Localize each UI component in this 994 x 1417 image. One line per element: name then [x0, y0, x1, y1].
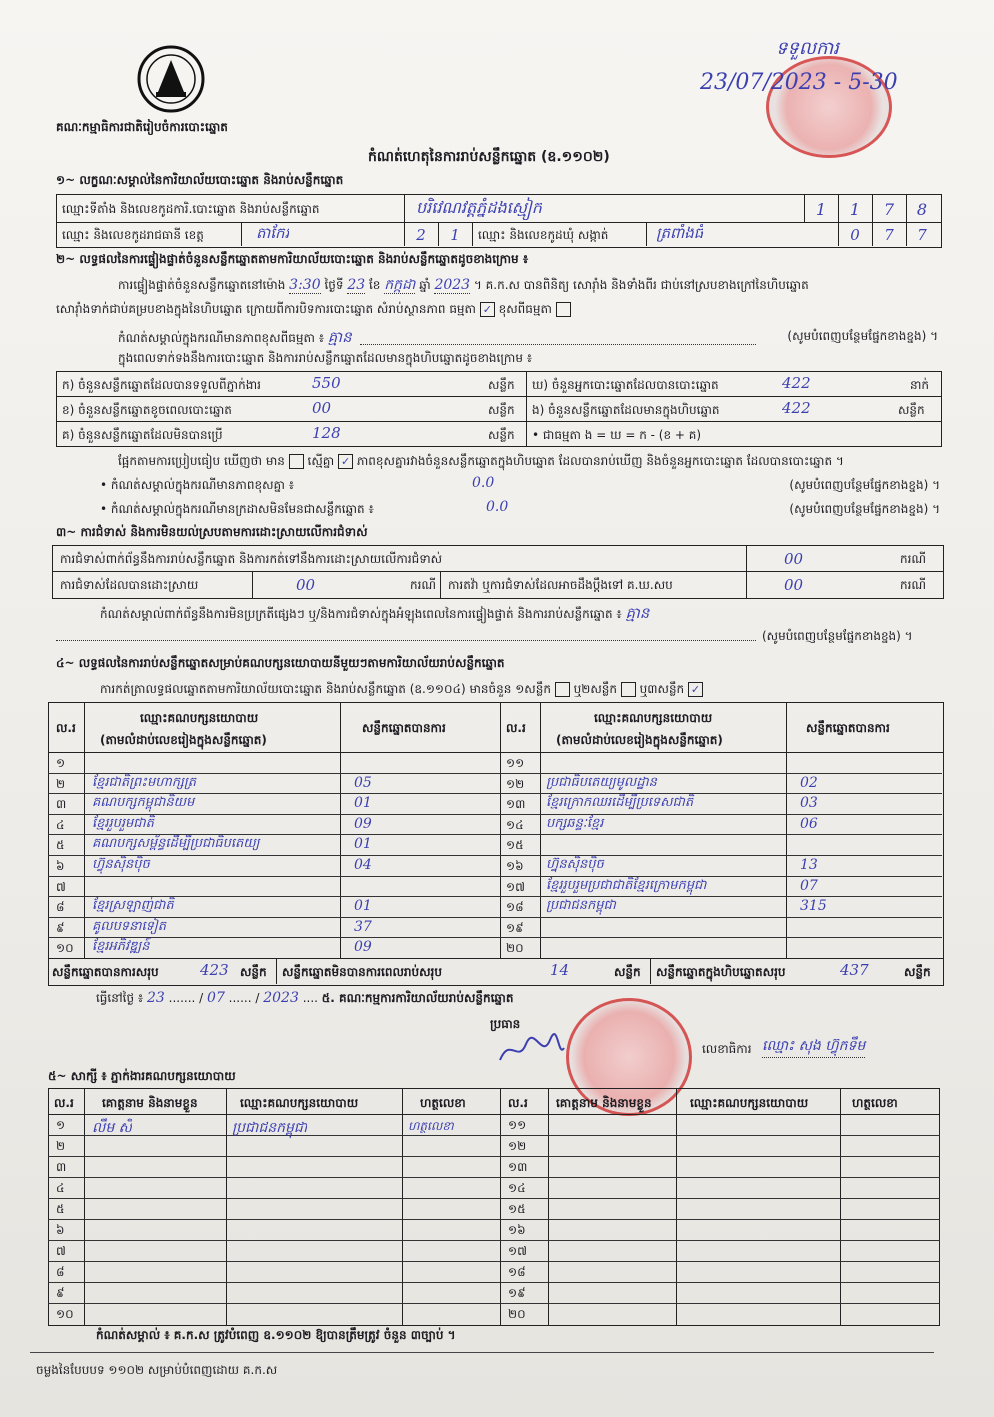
date-month: 07	[207, 990, 225, 1006]
commune-code-2: 7	[884, 226, 894, 244]
result-row-party: គណបក្សសម្ព័ន្ធដើម្បីប្រជាធិបតេយ្យ	[92, 836, 260, 852]
one-sheet-checkbox[interactable]	[555, 682, 570, 697]
section-5-title: ៥~ សាក្សី ៖ ភ្នាក់ងារគណបក្សនយោបាយ	[48, 1069, 236, 1083]
ko-label: គ) ចំនួនសន្លឹកឆ្នោតដែលមិនបានប្រើ	[62, 428, 223, 442]
opt-normal-checkbox[interactable]: ✓	[480, 302, 495, 317]
seal-text: សោរ៉ាំងទាក់ជាប់គម្របខាងក្នុងនៃហិបឆ្នោត ក្រោយពីការបិទការបោះឆ្នោត សំរាប់ស្ថានភាព	[56, 302, 446, 316]
irregularity-note-value: គ្មាន	[625, 604, 650, 622]
witness-table	[48, 1088, 940, 1326]
kho-value: 422	[782, 374, 811, 392]
result-row-party: ខ្មែរជាតិព្រះមហាក្សត្រ	[92, 774, 196, 790]
witness-row-no: ១០	[56, 1307, 74, 1321]
section-3-title: ៣~ ការជំទាស់ និងការមិនយល់ស្របតាមការដោះស្រាយលើការជំទាស់	[56, 525, 368, 539]
results-col-no-left: ល.រ	[56, 721, 76, 735]
ka-value: 550	[312, 374, 341, 392]
result-row-no: ១៦	[506, 859, 524, 873]
received-date: 23/07/2023 - 5-30	[700, 70, 898, 95]
irregularity-note-line	[100, 604, 649, 626]
result-row-no: ៤	[56, 817, 65, 832]
result-row-no: ៩	[56, 920, 65, 935]
results-col-party-left: ឈ្មោះគណបក្សនយោបាយ	[140, 711, 259, 725]
result-row-votes: 04	[354, 857, 372, 873]
two-sheet-checkbox[interactable]	[621, 682, 636, 697]
location-label: ឈ្មោះទីតាំង និងលេខកូដការិ.បោះឆ្នោត និងរាប់សន្លឹកឆ្នោត	[62, 202, 320, 216]
objection-row2-unit: ករណី	[410, 578, 437, 592]
result-row-votes: 01	[354, 795, 372, 812]
chair-committee-label: ៥. គណៈកម្មការការិយាល័យរាប់សន្លឹកឆ្នោត	[321, 991, 514, 1005]
verification-day: 23	[347, 277, 366, 293]
total-invalid-unit: សន្លឹក	[614, 965, 641, 979]
secretary-name: ឈ្មោះ សុង ហ៊្វុកទឹម	[762, 1036, 865, 1058]
results-col-no-right: ល.រ	[506, 721, 526, 735]
compare-text: ផ្អែកតាមការប្រៀបធៀប ឃើញថា មាន	[118, 454, 285, 468]
results-col-party-right: ឈ្មោះគណបក្សនយោបាយ	[594, 711, 713, 725]
province-code-1: 2	[416, 226, 426, 244]
ka-label: ក) ចំនួនសន្លឹកឆ្នោតដែលបានទទួលពីភ្នាក់ងារ	[62, 378, 261, 392]
objection-row2-label: ការជំទាស់ដែលបានដោះស្រាយ	[60, 578, 199, 592]
province-label: ឈ្មោះ និងលេខកូដរាជធានី ខេត្ត	[62, 228, 204, 242]
chair-title: ប្រធាន	[490, 1017, 521, 1031]
verification-tail: ។ គ.ក.ស បានពិនិត្យ សោរ៉ាំង និងទាំងពីរ ជាប់នៅស្របខាងក្រៅនៃហិបឆ្នោត	[473, 278, 809, 292]
result-row-votes: 13	[800, 857, 818, 873]
total-box-value: 437	[840, 961, 869, 979]
result-row-party: គូលបទនាទៀត	[92, 918, 167, 934]
commune-label: ឈ្មោះ និងលេខកូដឃុំ សង្កាត់	[478, 228, 609, 242]
ngo-label: ង) ចំនួនសន្លឹកឆ្នោតដែលមានក្នុងហិបឆ្នោត	[532, 403, 720, 417]
results-sheet-text: ការកត់ត្រាលទ្ធផលឆ្នោតតាមការិយាល័យបោះឆ្នោត និងរាប់សន្លឹកឆ្នោត (ឧ.១១០៤) មានចំនួន ១សន្លឹក	[100, 682, 551, 696]
witness-col-no-left: ល.រ	[54, 1096, 74, 1110]
abnormal-note-label: កំណត់សម្គាល់ក្នុងករណីមានភាពខុសពីធម្មតា ៖	[118, 331, 324, 345]
witness-col-party-left: ឈ្មោះគណបក្សនយោបាយ	[240, 1096, 359, 1110]
verification-text	[118, 275, 809, 296]
result-row-no: ៦	[56, 859, 65, 873]
formula: • ជាធម្មតា ង = ឃ = ក - (ខ + គ)	[532, 428, 702, 442]
objection-row2b-unit: ករណី	[900, 578, 927, 592]
three-sheet-checkbox[interactable]: ✓	[688, 682, 703, 697]
result-row-no: ២	[56, 776, 66, 791]
result-row-votes: 05	[354, 774, 372, 791]
results-col-party-sub-left: (តាមលំដាប់លេខរៀងក្នុងសន្លឹកឆ្នោត)	[100, 733, 267, 747]
witness-row-no: ១៥	[508, 1202, 526, 1216]
result-row-no: ១	[56, 756, 66, 770]
table-intro: ក្នុងពេលទាក់ទងនឹងការបោះឆ្នោត និងការរាប់សន្លឹកឆ្នោតដែលមានក្នុងហិបឆ្នោតដូចខាងក្រោម ៖	[118, 351, 533, 365]
result-row-votes: 09	[354, 939, 372, 956]
bullet-2-fill: (សូមបំពេញបន្ថែមផ្នែកខាងខ្នង) ។	[789, 502, 940, 516]
bullet-1-fill: (សូមបំពេញបន្ថែមផ្នែកខាងខ្នង) ។	[789, 478, 940, 492]
day-label: ថ្ងៃទី	[324, 278, 344, 292]
result-row-party: ខ្មែររួបរួមជាតិ	[92, 815, 154, 831]
month-label: ខែ	[368, 278, 381, 292]
objection-row1-label: ការជំទាស់ពាក់ព័ន្ធនឹងការរាប់សន្លឹកឆ្នោត និងការកត់ទៅនឹងការដោះស្រាយលើការជំទាស់	[60, 552, 443, 566]
verification-year: 2023	[434, 277, 471, 293]
results-sheet-line	[100, 681, 703, 699]
witness-row-no: ២	[56, 1139, 66, 1153]
form-title: កំណត់ហេតុនៃការរាប់សន្លឹកឆ្នោត (ឧ.១១០២)	[368, 149, 610, 165]
result-row-no: ១៣	[506, 797, 526, 812]
result-row-party: ហ៊្វុនស៊ិនប៉ិច	[92, 857, 150, 872]
nec-emblem-icon	[136, 44, 206, 114]
total-valid-unit: សន្លឹក	[240, 965, 267, 979]
bullet-1-label: • កំណត់សម្គាល់ក្នុងករណីមានភាពខុសគ្នា ៖	[100, 478, 295, 492]
abnormal-note-fill: (សូមបំពេញបន្ថែមផ្នែកខាងខ្នង) ។	[787, 329, 938, 343]
witness-col-name-left: គោត្តនាម និងនាមខ្លួន	[102, 1096, 198, 1110]
witness-row-no: ៦	[56, 1223, 65, 1237]
verification-month: កក្កដា	[384, 277, 416, 293]
result-row-votes: 03	[800, 795, 818, 812]
committee-name: គណៈកម្មាធិការជាតិរៀបចំការបោះឆ្នោត	[56, 120, 228, 134]
location-code-4: 8	[916, 200, 928, 219]
year-label: ឆ្នាំ	[419, 278, 431, 292]
location-value: បរិវេណវត្តភ្នំដងស្មៀក	[416, 198, 542, 217]
opt-normal-label: ធម្មតា	[449, 302, 476, 316]
ngo-value: 422	[782, 399, 811, 417]
result-row-party: ខ្មែរអភិវឌ្ឍន៍	[92, 939, 150, 955]
result-row-votes: 07	[800, 877, 818, 894]
result-row-no: ១២	[506, 776, 525, 791]
seal-status-line	[56, 301, 571, 319]
verification-lead: ការផ្ទៀងផ្ទាត់ចំនួនសន្លឹកឆ្នោតនៅម៉ោង	[118, 278, 286, 292]
result-row-party: ប្រជាធិបតេយ្យមូលដ្ឋាន	[546, 774, 657, 790]
kho-label: ឃ) ចំនួនអ្នកបោះឆ្នោតដែលបានបោះឆ្នោត	[532, 378, 719, 392]
result-row-no: ៨	[56, 900, 65, 915]
result-row-votes: 06	[800, 815, 818, 832]
witness-row-no: ១៨	[508, 1265, 526, 1279]
location-code-3: 7	[883, 200, 895, 219]
date-line: ធ្វើនៅថ្ងៃ ៖ 23 ....... / 07 ...... / 2023 .... ៥. គណៈកម្មការការិយាល័យរាប់សន្លឹកឆ្នោត	[96, 990, 514, 1006]
objection-row1-value: 00	[784, 550, 804, 568]
witness-row-no: ៩	[56, 1286, 65, 1300]
witness-row-no: ៥	[56, 1202, 65, 1216]
result-row-party: ខ្មែររួបរួមប្រជាជាតិខ្មែរក្រោមកម្ពុជា	[546, 877, 707, 893]
kho-unit: នាក់	[910, 378, 930, 392]
witness-col-sign-left: ហត្ថលេខា	[420, 1096, 466, 1110]
ka-unit: សន្លឹក	[488, 378, 515, 392]
result-row-party: ខ្មែរក្រោកឈរដើម្បីប្រទេសជាតិ	[546, 795, 694, 811]
total-box-unit: សន្លឹក	[904, 965, 931, 979]
result-row-votes: 09	[354, 815, 372, 832]
opt-abnormal-checkbox[interactable]	[556, 302, 571, 317]
irregularity-fill: (សូមបំពេញបន្ថែមផ្នែកខាងខ្នង) ។	[762, 629, 913, 643]
location-code-1: 1	[815, 200, 827, 219]
witness-1-name: លឹម សី	[92, 1120, 132, 1136]
total-valid-label: សន្លឹកឆ្នោតបានការសរុប	[52, 965, 159, 979]
total-invalid-value: 14	[550, 961, 570, 979]
section-1-title: ១~ លក្ខណៈសម្គាល់នៃការិយាល័យបោះឆ្នោត និងរាប់សន្លឹកឆ្នោត	[56, 173, 344, 187]
footnote: កំណត់សម្គាល់ ៖ គ.ក.ស ត្រូវបំពេញ ឧ.១១០២ ឱ្យបានត្រឹមត្រូវ ចំនួន ៣ច្បាប់ ។	[96, 1328, 456, 1342]
result-row-party: ខ្មែរស្រឡាញ់ជាតិ	[92, 898, 174, 914]
result-row-no: ១៥	[506, 838, 524, 853]
result-row-votes: 02	[800, 774, 818, 791]
result-row-no: ៥	[56, 838, 65, 853]
objection-row1-unit: ករណី	[900, 552, 927, 566]
kha-label: ខ) ចំនួនសន្លឹកឆ្នោតខូចពេលបោះឆ្នោត	[62, 403, 232, 417]
date-day: 23	[147, 990, 165, 1006]
bullet-1-value: 0.0	[472, 475, 495, 491]
commune-value: ត្រពាំងធំ	[656, 224, 704, 242]
objection-row2-value: 00	[296, 576, 316, 594]
witness-col-name-right: គោត្តនាម និងនាមខ្លួន	[556, 1096, 652, 1110]
abnormal-note-value: គ្មាន	[327, 328, 352, 346]
result-row-no: ១០	[56, 941, 74, 956]
result-row-party: ប្រជាជនកម្ពុជា	[546, 898, 616, 914]
compare-line	[118, 453, 844, 471]
bullet-1-line	[100, 477, 940, 495]
results-col-votes-right: សន្លឹកឆ្នោតបានការ	[806, 721, 890, 735]
result-row-votes: 01	[354, 898, 372, 915]
irregularity-note-label: កំណត់សម្គាល់ពាក់ព័ន្ធនឹងការមិនប្រក្រតីផ្សេងៗ ឬ/និងការជំទាស់ក្នុងអំឡុងពេលនៃការផ្ទៀងផ្ទាត់ និងការរាប់សន្លឹកឆ្នោត ៖	[100, 607, 622, 621]
result-row-votes: 37	[354, 918, 372, 935]
witness-1-signature: ហត្ថលេខា	[408, 1119, 454, 1133]
witness-row-no: ២០	[508, 1307, 526, 1321]
compare-diff-checkbox[interactable]	[289, 454, 304, 469]
witness-col-sign-right: ហត្ថលេខា	[852, 1096, 898, 1110]
received-label: ទទួលការ	[776, 38, 839, 59]
witness-row-no: ១៤	[508, 1181, 526, 1195]
result-row-no: ១៩	[506, 920, 524, 935]
compare-equal-label: ស្មើគ្នា	[307, 454, 335, 468]
bullet-2-value: 0.0	[486, 499, 509, 515]
witness-row-no: ១៧	[508, 1244, 527, 1258]
province-code-2: 1	[450, 226, 460, 244]
results-col-votes-left: សន្លឹកឆ្នោតបានការ	[362, 721, 446, 735]
witness-row-no: ១៣	[508, 1160, 528, 1174]
witness-row-no: ១១	[508, 1118, 527, 1132]
two-sheet-label: ឬ២សន្លឹក	[573, 682, 617, 696]
witness-row-no: ៤	[56, 1181, 65, 1195]
chair-signature	[496, 1030, 566, 1070]
ngo-unit: សន្លឹក	[898, 403, 925, 417]
witness-row-no: ៧	[56, 1244, 66, 1258]
result-row-no: ១៧	[506, 879, 525, 894]
location-code-2: 1	[849, 200, 861, 219]
result-row-party: គណបក្សកម្ពុជានិយម	[92, 795, 195, 811]
verification-time: 3:30	[289, 277, 321, 293]
commune-code-3: 7	[917, 226, 927, 244]
witness-1-party: ប្រជាជនកម្ពុជា	[232, 1120, 308, 1136]
result-row-votes: 315	[800, 898, 827, 915]
result-row-no: ៧	[56, 879, 66, 894]
witness-row-no: ១៦	[508, 1223, 526, 1237]
result-row-no: ១១	[506, 756, 525, 770]
result-row-votes: 01	[354, 836, 372, 853]
date-label: ធ្វើនៅថ្ងៃ ៖	[96, 991, 144, 1005]
witness-col-no-right: ល.រ	[508, 1096, 528, 1110]
witness-row-no: ១	[56, 1118, 66, 1132]
section-4-title: ៤~ លទ្ធផលនៃការរាប់សន្លឹកឆ្នោតសម្រាប់គណបក្សនយោបាយនីមួយៗតាមការិយាល័យរាប់សន្លឹកឆ្នោត	[56, 656, 505, 670]
section-2-title: ២~ លទ្ធផលនៃការផ្ទៀងផ្ទាត់ចំនួនសន្លឹកឆ្នោតតាមការិយាល័យបោះឆ្នោត និងរាប់សន្លឹកឆ្នោតដូចខាងក្រោម ៖	[56, 252, 529, 266]
result-row-no: ២០	[506, 941, 524, 956]
abnormal-note-line	[118, 328, 938, 350]
total-invalid-label: សន្លឹកឆ្នោតមិនបានការពេលរាប់សរុប	[282, 965, 442, 979]
objection-row2b-value: 00	[784, 576, 804, 594]
results-col-party-sub-right: (តាមលំដាប់លេខរៀងក្នុងសន្លឹកឆ្នោត)	[556, 733, 723, 747]
result-row-party: បក្សឆន្ទៈខ្មែរ	[546, 815, 604, 831]
total-valid-value: 423	[200, 961, 229, 979]
three-sheet-label: ឬ៣សន្លឹក	[639, 682, 685, 696]
result-row-no: ៣	[56, 797, 67, 812]
result-row-no: ១៨	[506, 900, 524, 915]
total-box-label: សន្លឹកឆ្នោតក្នុងហិបឆ្នោតសរុប	[656, 965, 786, 979]
province-value: តាកែវ	[256, 224, 290, 242]
ko-unit: សន្លឹក	[488, 428, 515, 442]
witness-row-no: ៣	[56, 1160, 67, 1174]
date-year: 2023	[263, 990, 299, 1006]
witness-col-party-right: ឈ្មោះគណបក្សនយោបាយ	[690, 1096, 809, 1110]
result-row-party: ហ្វ៊ុនស៊ិនប៉ិច	[546, 857, 604, 872]
bullet-2-line	[100, 501, 940, 519]
compare-text-2: ភាពខុសគ្នារវាងចំនួនសន្លឹកឆ្នោតក្នុងហិបឆ្នោត ដែលបានរាប់ឃើញ និងចំនួនអ្នកបោះឆ្នោត ដែលបានបោះឆ្នោត ។	[356, 454, 844, 468]
witness-row-no: ១២	[508, 1139, 527, 1153]
kha-value: 00	[312, 399, 332, 417]
opt-abnormal-label: ខុសពីធម្មតា	[498, 302, 552, 316]
secretary-label: លេខាធិការ	[702, 1042, 752, 1056]
result-row-no: ១៤	[506, 817, 524, 832]
witness-row-no: ៨	[56, 1265, 65, 1279]
witness-row-no: ១៩	[508, 1286, 526, 1300]
ko-value: 128	[312, 424, 341, 442]
kha-unit: សន្លឹក	[488, 403, 515, 417]
compare-equal-checkbox[interactable]: ✓	[338, 454, 353, 469]
bullet-2-label: • កំណត់សម្គាល់ក្នុងករណីមានក្រដាសមិនមែនជាសន្លឹកឆ្នោត ៖	[100, 502, 374, 516]
bottom-caption: ចម្លងនៃបែបបទ ១១០២ សម្រាប់បំពេញដោយ គ.ក.ស	[36, 1363, 278, 1377]
objection-row2b-label: ការតវ៉ា ឬការជំទាស់ដែលអាចដឹងប្ដឹងទៅ គ.ឃ.សប	[448, 578, 673, 592]
commune-code-1: 0	[850, 226, 860, 244]
